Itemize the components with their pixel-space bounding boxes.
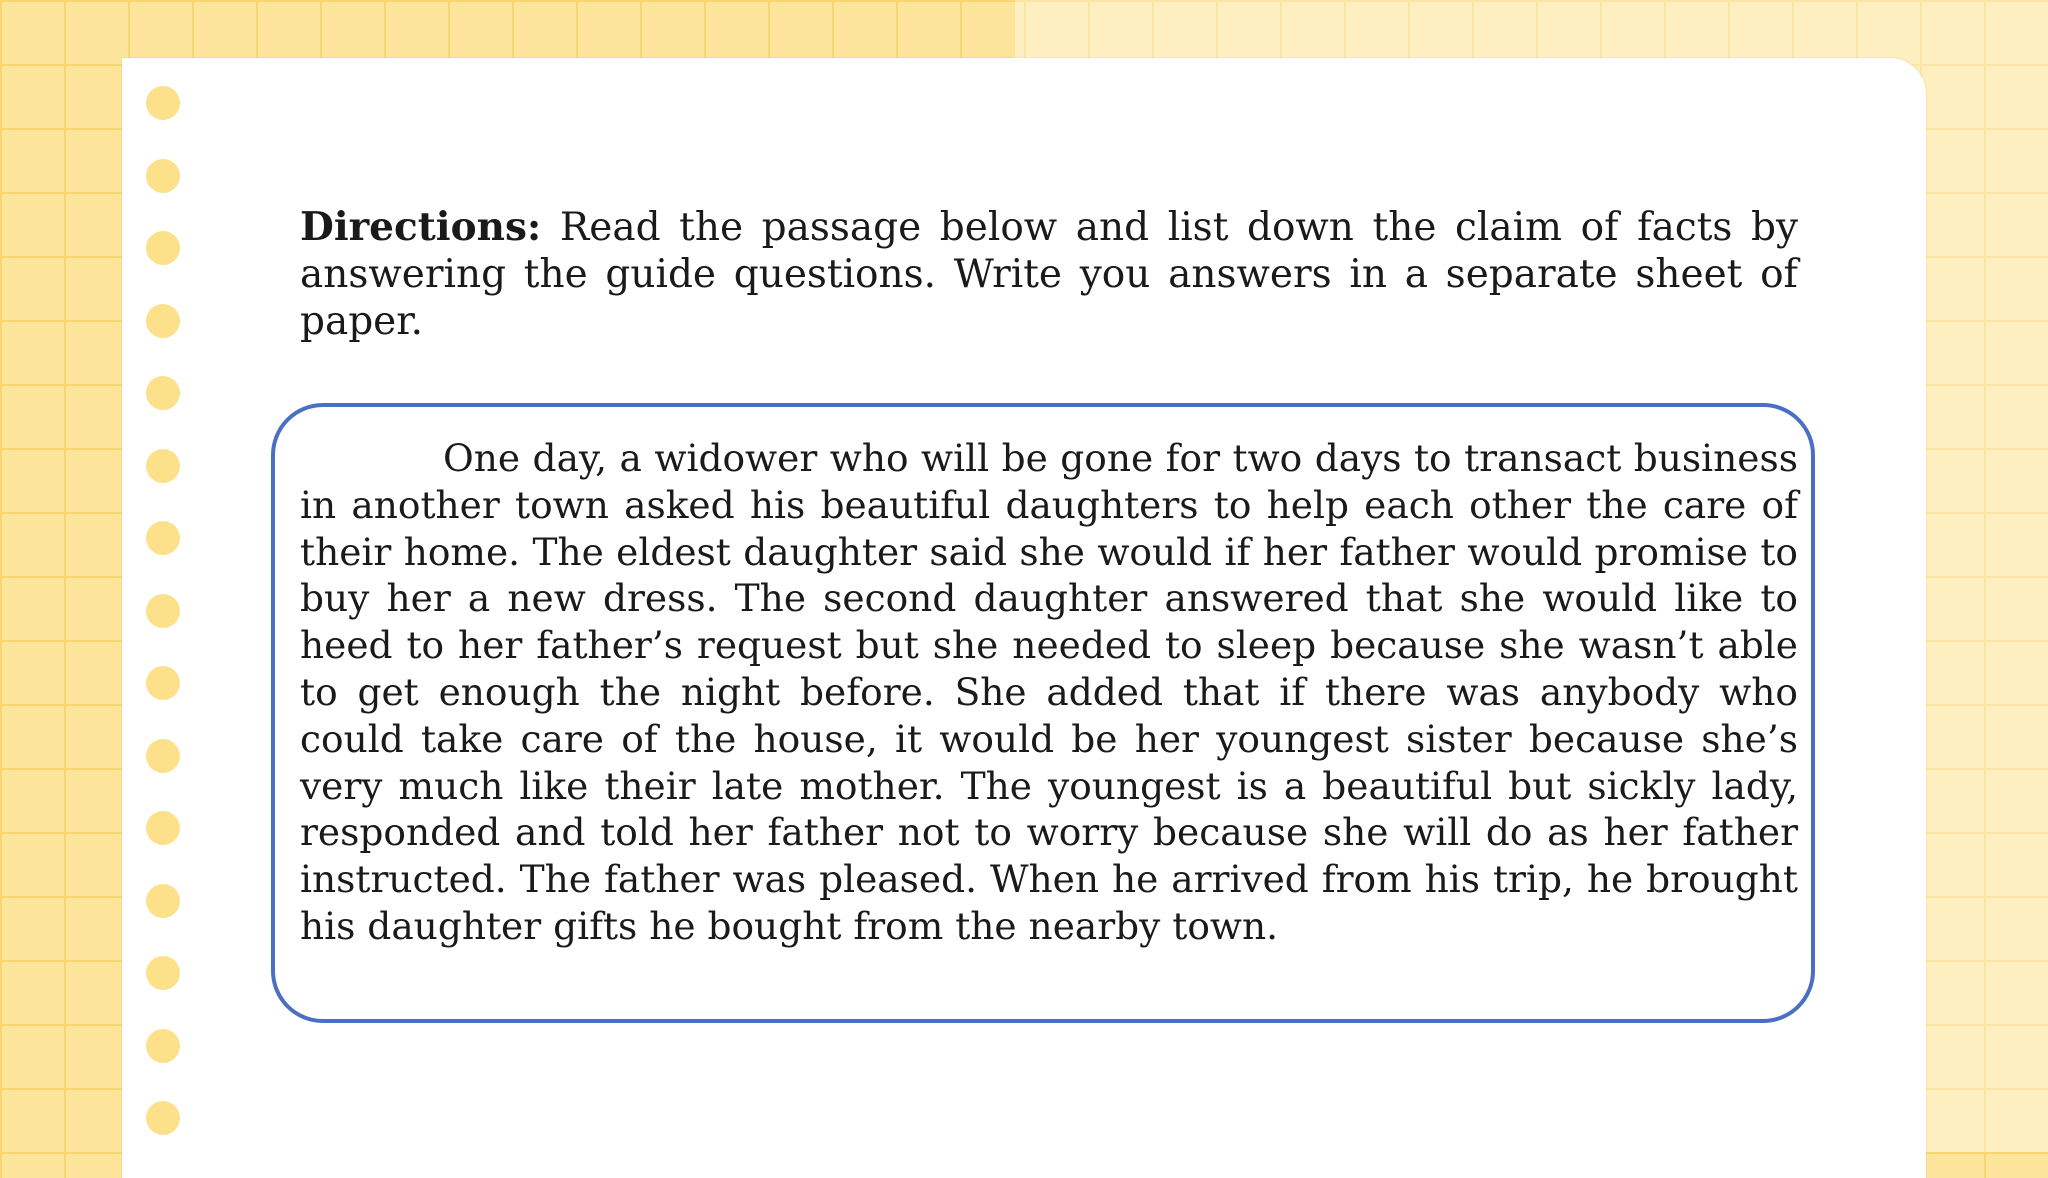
binder-hole	[146, 86, 180, 120]
directions-label: Directions:	[300, 204, 542, 250]
binder-hole	[146, 1029, 180, 1063]
passage-text: One day, a widower who will be gone for two days to transact business in another town asked his beautiful daughters to help each other the care of their home. The eldest daughter said she would if her father would promise to buy her a new dress. The second daughter answered that she would like to heed to her father’s request but she needed to sleep because she wasn’t able to get enough the night before. She added that if there was anybody who could take care of the house, it would be her youngest sister because she’s very much like their late mother. The youngest is a beautiful but sickly lady, responded and told her father not to worry because she will do as her father instructed. The father was pleased. When he arrived from his trip, he brought his daughter gifts he bought from the nearby town.	[300, 436, 1798, 948]
binder-holes	[146, 86, 182, 1174]
binder-hole	[146, 231, 180, 265]
binder-hole	[146, 1101, 180, 1135]
binder-hole	[146, 304, 180, 338]
directions-paragraph	[300, 204, 1798, 345]
binder-hole	[146, 739, 180, 773]
notebook-page	[122, 58, 1926, 1178]
binder-hole	[146, 449, 180, 483]
binder-hole	[146, 956, 180, 990]
binder-hole	[146, 666, 180, 700]
binder-hole	[146, 521, 180, 555]
binder-hole	[146, 594, 180, 628]
binder-hole	[146, 884, 180, 918]
binder-hole	[146, 159, 180, 193]
binder-hole	[146, 811, 180, 845]
directions-text: Read the passage below and list down the claim of facts by answering the guide questions. Write you answers in a separate sheet of paper.	[300, 205, 1798, 344]
binder-hole	[146, 376, 180, 410]
